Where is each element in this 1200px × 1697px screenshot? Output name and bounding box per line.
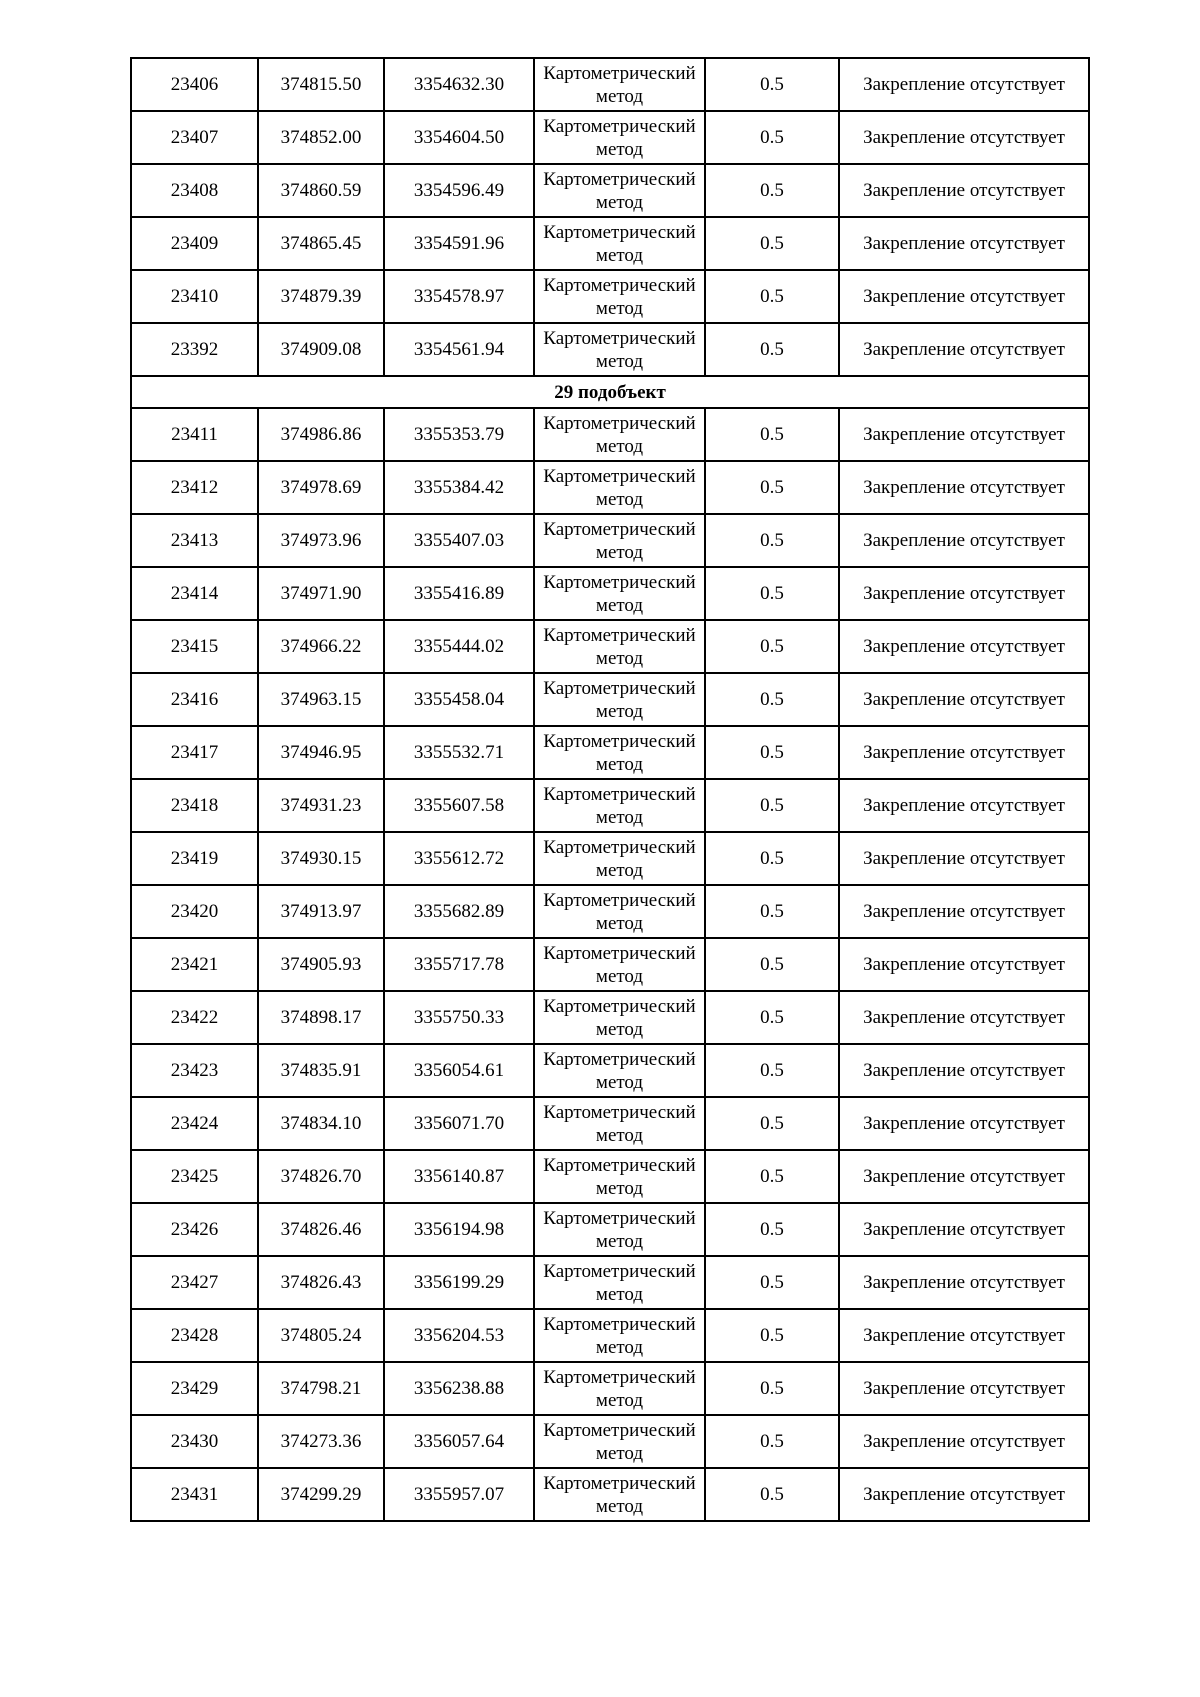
accuracy-cell: 0.5 <box>705 726 839 779</box>
y-coordinate-cell: 3354561.94 <box>384 323 534 376</box>
accuracy-cell: 0.5 <box>705 673 839 726</box>
method-cell: Картометрический метод <box>534 514 705 567</box>
x-coordinate-cell: 374826.70 <box>258 1150 384 1203</box>
fixing-cell: Закрепление отсутствует <box>839 991 1089 1044</box>
method-cell: Картометрический метод <box>534 164 705 217</box>
method-cell: Картометрический метод <box>534 673 705 726</box>
fixing-cell: Закрепление отсутствует <box>839 1468 1089 1521</box>
x-coordinate-cell: 374835.91 <box>258 1044 384 1097</box>
point-number-cell: 23428 <box>131 1309 258 1362</box>
x-coordinate-cell: 374273.36 <box>258 1415 384 1468</box>
table-row <box>131 1097 1089 1150</box>
accuracy-cell: 0.5 <box>705 270 839 323</box>
method-cell: Картометрический метод <box>534 938 705 991</box>
accuracy-cell: 0.5 <box>705 832 839 885</box>
fixing-cell: Закрепление отсутствует <box>839 1362 1089 1415</box>
table-body-before <box>131 58 1089 376</box>
x-coordinate-cell: 374971.90 <box>258 567 384 620</box>
method-cell: Картометрический метод <box>534 1044 705 1097</box>
accuracy-cell: 0.5 <box>705 58 839 111</box>
accuracy-cell: 0.5 <box>705 885 839 938</box>
method-cell: Картометрический метод <box>534 1150 705 1203</box>
y-coordinate-cell: 3355532.71 <box>384 726 534 779</box>
y-coordinate-cell: 3355407.03 <box>384 514 534 567</box>
fixing-cell: Закрепление отсутствует <box>839 938 1089 991</box>
table-row <box>131 832 1089 885</box>
y-coordinate-cell: 3355607.58 <box>384 779 534 832</box>
y-coordinate-cell: 3355750.33 <box>384 991 534 1044</box>
x-coordinate-cell: 374805.24 <box>258 1309 384 1362</box>
point-number-cell: 23416 <box>131 673 258 726</box>
x-coordinate-cell: 374913.97 <box>258 885 384 938</box>
point-number-cell: 23413 <box>131 514 258 567</box>
table-row <box>131 938 1089 991</box>
y-coordinate-cell: 3356071.70 <box>384 1097 534 1150</box>
point-number-cell: 23423 <box>131 1044 258 1097</box>
point-number-cell: 23408 <box>131 164 258 217</box>
method-cell: Картометрический метод <box>534 779 705 832</box>
method-cell: Картометрический метод <box>534 832 705 885</box>
table-row <box>131 779 1089 832</box>
fixing-cell: Закрепление отсутствует <box>839 567 1089 620</box>
table-row <box>131 726 1089 779</box>
accuracy-cell: 0.5 <box>705 461 839 514</box>
fixing-cell: Закрепление отсутствует <box>839 832 1089 885</box>
point-number-cell: 23418 <box>131 779 258 832</box>
fixing-cell: Закрепление отсутствует <box>839 1150 1089 1203</box>
x-coordinate-cell: 374973.96 <box>258 514 384 567</box>
x-coordinate-cell: 374826.43 <box>258 1256 384 1309</box>
method-cell: Картометрический метод <box>534 620 705 673</box>
table-row <box>131 620 1089 673</box>
x-coordinate-cell: 374299.29 <box>258 1468 384 1521</box>
method-cell: Картометрический метод <box>534 991 705 1044</box>
point-number-cell: 23407 <box>131 111 258 164</box>
y-coordinate-cell: 3354632.30 <box>384 58 534 111</box>
method-cell: Картометрический метод <box>534 461 705 514</box>
method-cell: Картометрический метод <box>534 270 705 323</box>
y-coordinate-cell: 3356204.53 <box>384 1309 534 1362</box>
point-number-cell: 23422 <box>131 991 258 1044</box>
fixing-cell: Закрепление отсутствует <box>839 164 1089 217</box>
fixing-cell: Закрепление отсутствует <box>839 1256 1089 1309</box>
table-row <box>131 270 1089 323</box>
method-cell: Картометрический метод <box>534 217 705 270</box>
y-coordinate-cell: 3355717.78 <box>384 938 534 991</box>
x-coordinate-cell: 374860.59 <box>258 164 384 217</box>
point-number-cell: 23414 <box>131 567 258 620</box>
point-number-cell: 23417 <box>131 726 258 779</box>
x-coordinate-cell: 374852.00 <box>258 111 384 164</box>
y-coordinate-cell: 3355384.42 <box>384 461 534 514</box>
method-cell: Картометрический метод <box>534 408 705 461</box>
x-coordinate-cell: 374815.50 <box>258 58 384 111</box>
y-coordinate-cell: 3354578.97 <box>384 270 534 323</box>
y-coordinate-cell: 3355353.79 <box>384 408 534 461</box>
method-cell: Картометрический метод <box>534 1097 705 1150</box>
x-coordinate-cell: 374905.93 <box>258 938 384 991</box>
accuracy-cell: 0.5 <box>705 514 839 567</box>
point-number-cell: 23426 <box>131 1203 258 1256</box>
y-coordinate-cell: 3355444.02 <box>384 620 534 673</box>
method-cell: Картометрический метод <box>534 1256 705 1309</box>
table-row <box>131 461 1089 514</box>
accuracy-cell: 0.5 <box>705 620 839 673</box>
fixing-cell: Закрепление отсутствует <box>839 217 1089 270</box>
fixing-cell: Закрепление отсутствует <box>839 885 1089 938</box>
method-cell: Картометрический метод <box>534 885 705 938</box>
point-number-cell: 23431 <box>131 1468 258 1521</box>
table-row <box>131 408 1089 461</box>
fixing-cell: Закрепление отсутствует <box>839 408 1089 461</box>
method-cell: Картометрический метод <box>534 1203 705 1256</box>
point-number-cell: 23392 <box>131 323 258 376</box>
accuracy-cell: 0.5 <box>705 1468 839 1521</box>
fixing-cell: Закрепление отсутствует <box>839 461 1089 514</box>
y-coordinate-cell: 3355957.07 <box>384 1468 534 1521</box>
y-coordinate-cell: 3355682.89 <box>384 885 534 938</box>
x-coordinate-cell: 374865.45 <box>258 217 384 270</box>
point-number-cell: 23429 <box>131 1362 258 1415</box>
method-cell: Картометрический метод <box>534 726 705 779</box>
y-coordinate-cell: 3354591.96 <box>384 217 534 270</box>
accuracy-cell: 0.5 <box>705 567 839 620</box>
section-title: 29 подобъект <box>131 376 1089 408</box>
x-coordinate-cell: 374798.21 <box>258 1362 384 1415</box>
y-coordinate-cell: 3356057.64 <box>384 1415 534 1468</box>
method-cell: Картометрический метод <box>534 1362 705 1415</box>
y-coordinate-cell: 3355612.72 <box>384 832 534 885</box>
fixing-cell: Закрепление отсутствует <box>839 1097 1089 1150</box>
table-row <box>131 514 1089 567</box>
point-number-cell: 23409 <box>131 217 258 270</box>
point-number-cell: 23410 <box>131 270 258 323</box>
table-row <box>131 1150 1089 1203</box>
fixing-cell: Закрепление отсутствует <box>839 1044 1089 1097</box>
x-coordinate-cell: 374826.46 <box>258 1203 384 1256</box>
accuracy-cell: 0.5 <box>705 1044 839 1097</box>
method-cell: Картометрический метод <box>534 323 705 376</box>
x-coordinate-cell: 374966.22 <box>258 620 384 673</box>
y-coordinate-cell: 3354596.49 <box>384 164 534 217</box>
point-number-cell: 23419 <box>131 832 258 885</box>
accuracy-cell: 0.5 <box>705 164 839 217</box>
point-number-cell: 23412 <box>131 461 258 514</box>
fixing-cell: Закрепление отсутствует <box>839 514 1089 567</box>
table-row <box>131 323 1089 376</box>
x-coordinate-cell: 374986.86 <box>258 408 384 461</box>
accuracy-cell: 0.5 <box>705 1415 839 1468</box>
x-coordinate-cell: 374930.15 <box>258 832 384 885</box>
table-body-after <box>131 408 1089 1521</box>
accuracy-cell: 0.5 <box>705 217 839 270</box>
table-row <box>131 1044 1089 1097</box>
fixing-cell: Закрепление отсутствует <box>839 620 1089 673</box>
table-row <box>131 217 1089 270</box>
fixing-cell: Закрепление отсутствует <box>839 111 1089 164</box>
fixing-cell: Закрепление отсутствует <box>839 1415 1089 1468</box>
y-coordinate-cell: 3354604.50 <box>384 111 534 164</box>
accuracy-cell: 0.5 <box>705 323 839 376</box>
accuracy-cell: 0.5 <box>705 1097 839 1150</box>
point-number-cell: 23430 <box>131 1415 258 1468</box>
point-number-cell: 23420 <box>131 885 258 938</box>
y-coordinate-cell: 3355458.04 <box>384 673 534 726</box>
method-cell: Картометрический метод <box>534 1309 705 1362</box>
x-coordinate-cell: 374909.08 <box>258 323 384 376</box>
fixing-cell: Закрепление отсутствует <box>839 323 1089 376</box>
point-number-cell: 23415 <box>131 620 258 673</box>
accuracy-cell: 0.5 <box>705 779 839 832</box>
y-coordinate-cell: 3356194.98 <box>384 1203 534 1256</box>
y-coordinate-cell: 3356199.29 <box>384 1256 534 1309</box>
method-cell: Картометрический метод <box>534 58 705 111</box>
accuracy-cell: 0.5 <box>705 1150 839 1203</box>
y-coordinate-cell: 3356140.87 <box>384 1150 534 1203</box>
table-row <box>131 567 1089 620</box>
x-coordinate-cell: 374978.69 <box>258 461 384 514</box>
method-cell: Картометрический метод <box>534 111 705 164</box>
fixing-cell: Закрепление отсутствует <box>839 1309 1089 1362</box>
accuracy-cell: 0.5 <box>705 1362 839 1415</box>
fixing-cell: Закрепление отсутствует <box>839 270 1089 323</box>
x-coordinate-cell: 374946.95 <box>258 726 384 779</box>
table-row <box>131 1415 1089 1468</box>
x-coordinate-cell: 374834.10 <box>258 1097 384 1150</box>
table-row <box>131 1468 1089 1521</box>
table-row <box>131 1309 1089 1362</box>
accuracy-cell: 0.5 <box>705 408 839 461</box>
table-row <box>131 1256 1089 1309</box>
table-row <box>131 885 1089 938</box>
point-number-cell: 23425 <box>131 1150 258 1203</box>
table-row <box>131 673 1089 726</box>
y-coordinate-cell: 3356054.61 <box>384 1044 534 1097</box>
fixing-cell: Закрепление отсутствует <box>839 58 1089 111</box>
accuracy-cell: 0.5 <box>705 991 839 1044</box>
accuracy-cell: 0.5 <box>705 1256 839 1309</box>
method-cell: Картометрический метод <box>534 1415 705 1468</box>
table-row <box>131 1362 1089 1415</box>
accuracy-cell: 0.5 <box>705 1203 839 1256</box>
point-number-cell: 23406 <box>131 58 258 111</box>
x-coordinate-cell: 374963.15 <box>258 673 384 726</box>
section-block <box>131 376 1089 408</box>
x-coordinate-cell: 374879.39 <box>258 270 384 323</box>
point-number-cell: 23424 <box>131 1097 258 1150</box>
point-number-cell: 23411 <box>131 408 258 461</box>
table-row <box>131 164 1089 217</box>
fixing-cell: Закрепление отсутствует <box>839 726 1089 779</box>
fixing-cell: Закрепление отсутствует <box>839 1203 1089 1256</box>
point-number-cell: 23421 <box>131 938 258 991</box>
table-row <box>131 991 1089 1044</box>
accuracy-cell: 0.5 <box>705 111 839 164</box>
fixing-cell: Закрепление отсутствует <box>839 779 1089 832</box>
y-coordinate-cell: 3355416.89 <box>384 567 534 620</box>
coordinates-table <box>130 57 1090 1522</box>
section-header-row <box>131 376 1089 408</box>
table-row <box>131 111 1089 164</box>
x-coordinate-cell: 374931.23 <box>258 779 384 832</box>
accuracy-cell: 0.5 <box>705 938 839 991</box>
y-coordinate-cell: 3356238.88 <box>384 1362 534 1415</box>
accuracy-cell: 0.5 <box>705 1309 839 1362</box>
x-coordinate-cell: 374898.17 <box>258 991 384 1044</box>
table-row <box>131 58 1089 111</box>
fixing-cell: Закрепление отсутствует <box>839 673 1089 726</box>
table-row <box>131 1203 1089 1256</box>
method-cell: Картометрический метод <box>534 1468 705 1521</box>
method-cell: Картометрический метод <box>534 567 705 620</box>
point-number-cell: 23427 <box>131 1256 258 1309</box>
